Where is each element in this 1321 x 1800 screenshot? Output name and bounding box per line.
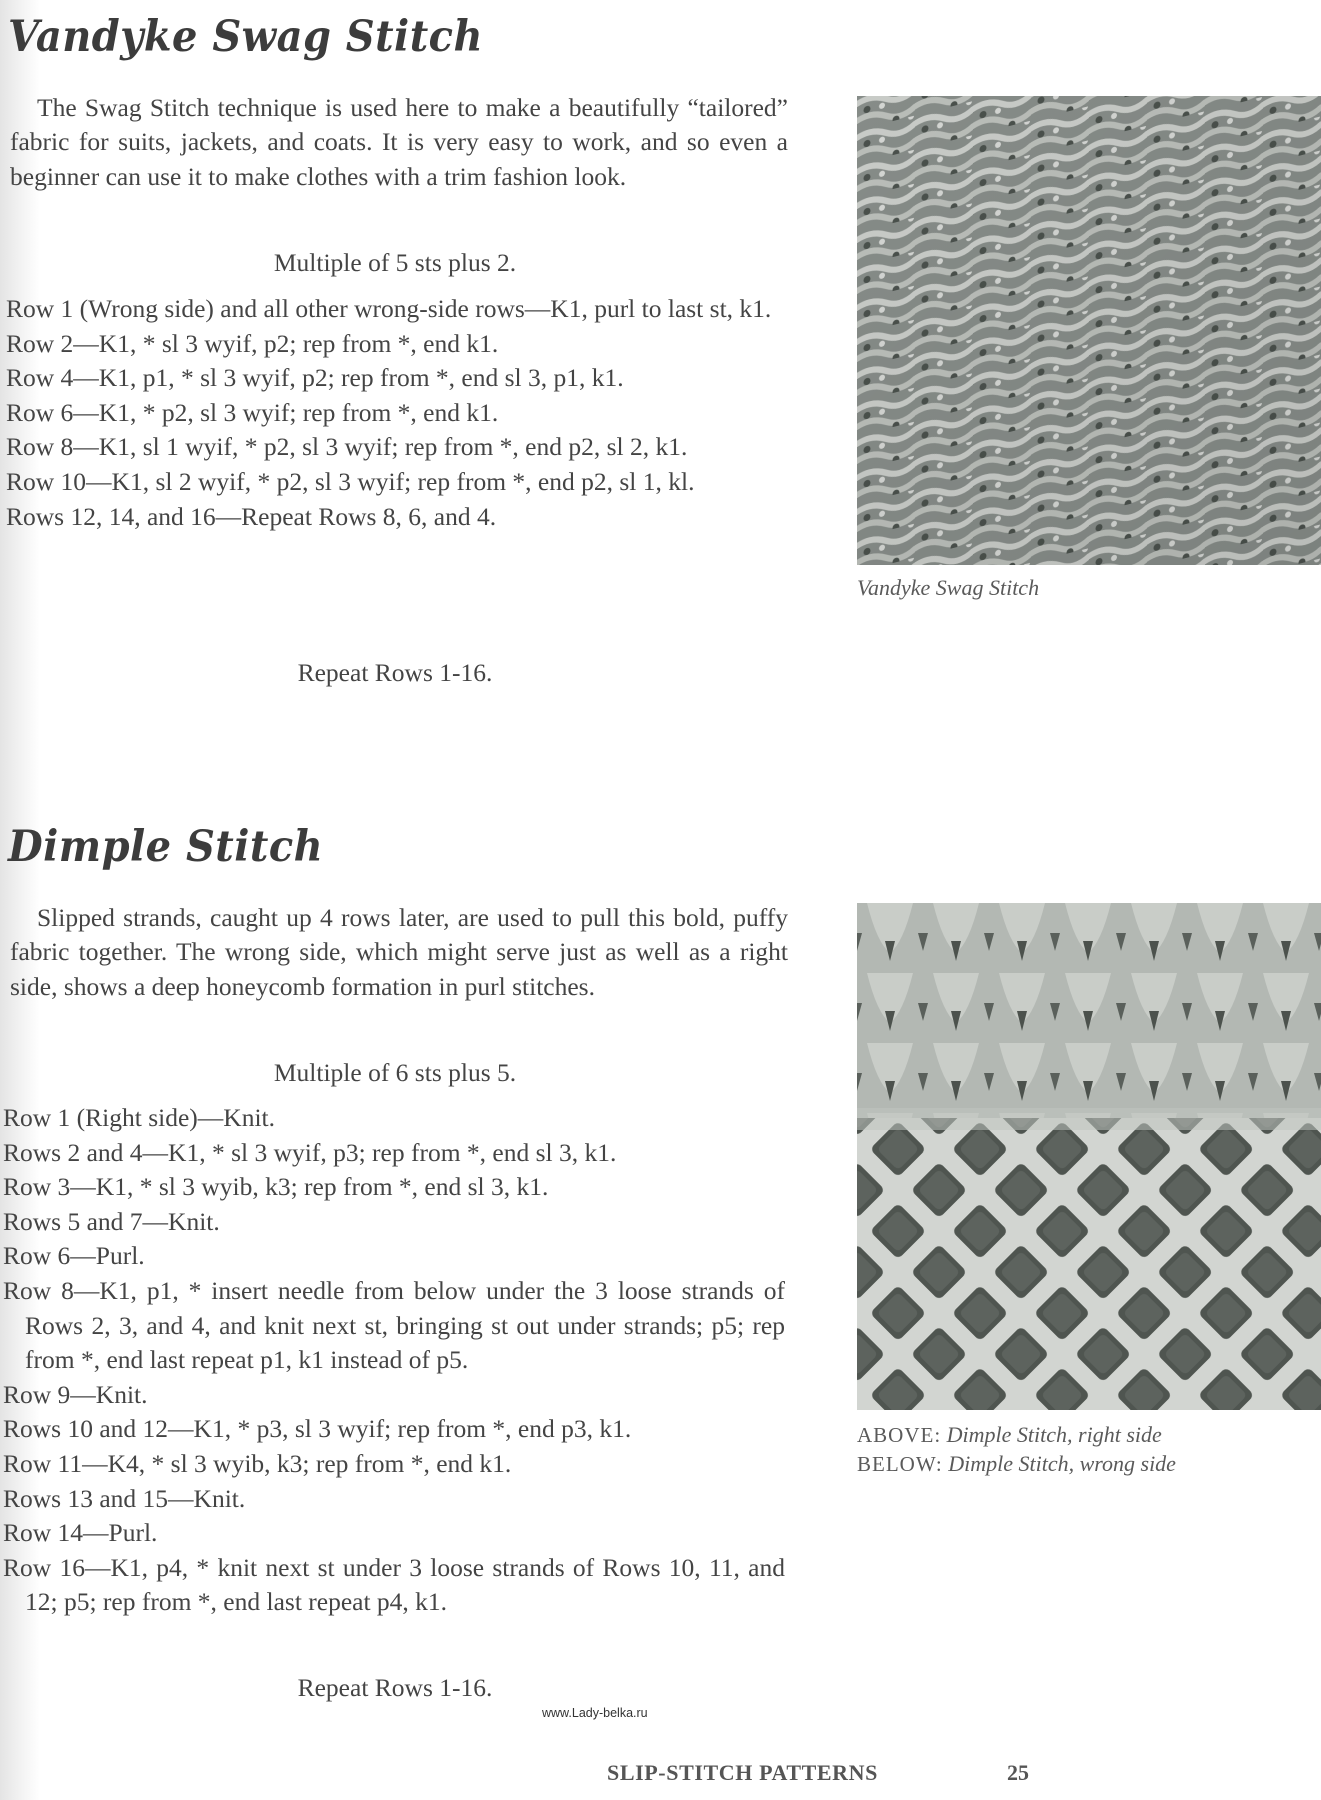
photo-caption-below — [857, 1451, 1176, 1477]
intro-text: Slipped strands, caught up 4 rows later, are used to pull this bold, puffy fabric together. The wrong side, which might serve just as well as a right side, shows a deep honeycomb formation in purl stitches. — [10, 903, 788, 1001]
row-instructions-dimple — [3, 1101, 785, 1620]
photo-vandyke-swag — [857, 96, 1321, 565]
photo-dimple-stitch — [857, 903, 1321, 1410]
caption-label: ABOVE: — [857, 1423, 942, 1447]
row-instruction: Rows 2 and 4—K1, * sl 3 wyif, p3; rep from *, end sl 3, k1. — [3, 1137, 617, 1167]
intro-text: The Swag Stitch technique is used here to make a beautifully “tailored” fabric for suits, jackets, and coats. It is very easy to work, and so even a beginner can use it to make clothes with a trim fashion look. — [10, 93, 788, 191]
row-instruction: Row 3—K1, * sl 3 wyib, k3; rep from *, end sl 3, k1. — [3, 1172, 549, 1202]
row-instruction: Row 6—Purl. — [3, 1241, 145, 1271]
row-instruction: Row 8—K1, p1, * insert needle from below under the 3 loose strands of Rows 2, 3, and 4, and knit next st, bringing st out under strands; p5; rep from *, end last repeat p1, k1 instead of p5. — [3, 1275, 785, 1375]
watermark-link[interactable]: www.Lady-belka.ru — [542, 1706, 648, 1720]
row-instruction: Row 2—K1, * sl 3 wyif, p2; rep from *, end k1. — [6, 328, 499, 358]
caption-text: Dimple Stitch, wrong side — [948, 1451, 1176, 1476]
row-instruction: Rows 13 and 15—Knit. — [3, 1483, 246, 1513]
row-instruction: Row 9—Knit. — [3, 1379, 148, 1409]
row-instruction: Row 1 (Wrong side) and all other wrong-side rows—K1, purl to last st, k1. — [6, 294, 772, 323]
stitch-multiple: Multiple of 5 sts plus 2. — [273, 248, 517, 277]
section-title-vandyke: Vandyke Swag Stitch — [8, 12, 483, 62]
caption-text: Dimple Stitch, right side — [946, 1422, 1162, 1447]
knit-swatch-image — [857, 96, 1321, 565]
row-instruction: Row 10—K1, sl 2 wyif, * p2, sl 3 wyif; rep from *, end p2, sl 1, kl. — [6, 466, 695, 496]
row-instruction: Row 14—Purl. — [3, 1518, 158, 1548]
stitch-multiple: Multiple of 6 sts plus 5. — [273, 1058, 517, 1087]
repeat-instruction: Repeat Rows 1-16. — [297, 658, 493, 687]
knit-swatch-image — [857, 903, 1321, 1410]
row-instruction: Row 6—K1, * p2, sl 3 wyif; rep from *, end k1. — [6, 397, 499, 427]
photo-caption-vandyke: Vandyke Swag Stitch — [857, 575, 1040, 600]
row-instruction: Rows 10 and 12—K1, * p3, sl 3 wyif; rep from *, end p3, k1. — [3, 1414, 632, 1444]
row-instruction: Rows 5 and 7—Knit. — [3, 1206, 220, 1236]
photo-caption-above — [857, 1422, 1162, 1448]
row-instruction: Row 1 (Right side)—Knit. — [3, 1103, 275, 1132]
page-number: 25 — [1007, 1760, 1029, 1785]
row-instruction: Rows 12, 14, and 16—Repeat Rows 8, 6, and 4. — [6, 501, 497, 531]
row-instruction: Row 8—K1, sl 1 wyif, * p2, sl 3 wyif; rep from *, end p2, sl 2, k1. — [6, 432, 688, 462]
section-intro-dimple — [10, 901, 788, 1004]
row-instruction: Row 16—K1, p4, * knit next st under 3 loose strands of Rows 10, 11, and 12; p5; rep from *, end last repeat p4, k1. — [3, 1552, 785, 1617]
row-instructions-vandyke — [6, 292, 788, 534]
section-intro-vandyke — [10, 91, 788, 194]
running-footer: SLIP-STITCH PATTERNS — [607, 1760, 878, 1785]
row-instruction: Row 4—K1, p1, * sl 3 wyif, p2; rep from *, end sl 3, p1, k1. — [6, 363, 624, 393]
section-title-dimple: Dimple Stitch — [8, 822, 324, 872]
caption-label: BELOW: — [857, 1452, 943, 1476]
repeat-instruction: Repeat Rows 1-16. — [297, 1673, 493, 1702]
row-instruction: Row 11—K4, * sl 3 wyib, k3; rep from *, end k1. — [3, 1448, 512, 1478]
